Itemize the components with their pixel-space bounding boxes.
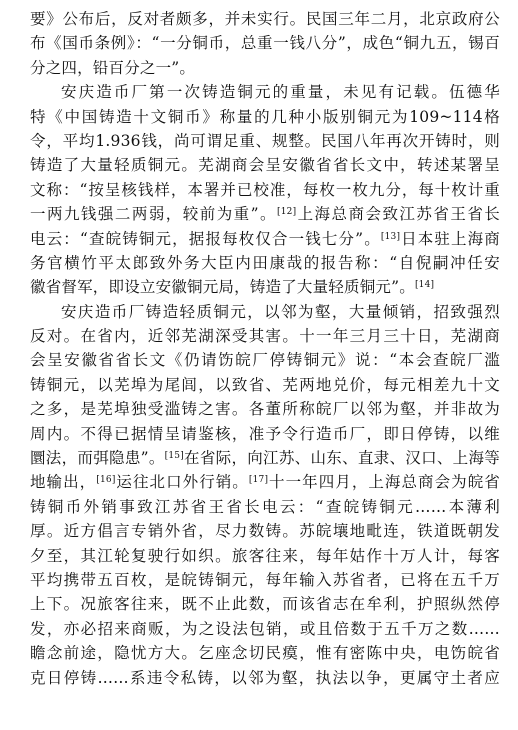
- text-line-9-content: 一两九钱强二两弱，较前为重”。[12]上海总商会致江苏省王省长: [30, 205, 500, 224]
- footnote-marker: [14]: [414, 280, 435, 291]
- text-line-15: 会呈安徽省省长文《仍请饬皖厂停铸铜元》说：“本会查皖厂滥: [30, 351, 500, 370]
- text-line-13: 安庆造币厂铸造轻质铜元，以邻为壑，大量倾销，招致强烈: [61, 302, 500, 321]
- footnote-marker: [17]: [248, 475, 269, 486]
- text-line-5: 特《中国铸造十文铜币》称量的几种小版别铜元为109~114格: [30, 107, 500, 126]
- text-line-9: [30, 202, 500, 226]
- text-line-12: 徽省督军，即设立安徽铜元局，铸造了大量轻质铜元”。[14]: [30, 278, 435, 297]
- text-line-24: 平均携带五百枚，是皖铸铜元，每年输入苏省者，已将在五千万: [30, 570, 500, 589]
- footnote-marker: [16]: [96, 475, 116, 486]
- footnote-marker: [15]: [164, 451, 184, 462]
- text-line-14: 反对。在省内，近邻芜湖深受其害。十一年三月三十日，芜湖商: [30, 327, 500, 346]
- text-line-2: 布《国币条例》：“一分铜币，总重一钱八分”，成色“铜九五，锡百: [30, 34, 500, 53]
- text-line-7: 铸造了大量轻质铜元。芜湖商会呈安徽省省长文中，转述某署呈: [30, 156, 500, 175]
- text-line-10: 电云：“查皖铸铜元，据报每枚仅合一钱七分”。[13]日本驻上海商: [30, 229, 500, 248]
- text-line-25: 上下。况旅客往来，既不止此数，而该省志在牟利，护照纵然停: [30, 595, 500, 614]
- text-line-26: 发，亦必招来商贩，为之设法包销，或且倍数于五千万之数……: [30, 619, 500, 638]
- text-line-19: 圜法，而弭隐患”。[15]在省际，向江苏、山东、直隶、汉口、上海等: [30, 449, 500, 468]
- text-line-28: 克日停铸……系违令私铸，以邻为壑，执法以争，更属守土者应: [30, 668, 500, 687]
- text-line-1: 要》公布后，反对者颇多，并未实行。民国三年二月，北京政府公: [30, 10, 500, 28]
- text-line-3: 分之四，铅百分之一”。: [30, 58, 196, 77]
- text-line-17: 之多，是芜埠独受滥铸之害。各董所称皖厂以邻为壑，并非故为: [30, 400, 500, 419]
- text-line-6: 令，平均1.936钱，尚可谓足重、规整。民国八年再次开铸时，则: [30, 131, 500, 150]
- footnote-marker: [13]: [380, 231, 401, 242]
- text-line-18: 周内。不得已据情呈请鉴核，准予令行造币厂，即日停铸，以维: [30, 424, 500, 443]
- text-line-4: 安庆造币厂第一次铸造铜元的重量，未见有记载。伍德华: [61, 83, 500, 102]
- text-line-21: 铸铜币外销事致江苏省王省长电云：“查皖铸铜元……本薄利: [30, 497, 500, 516]
- text-line-22: 厚。近方倡言专销外省，尽力数铸。苏皖壤地毗连，铁道既朝发: [30, 522, 500, 541]
- text-line-16: 铸铜元，以芜埠为尾闾，以致省、芜两地兑价，每元相差九十文: [30, 375, 500, 394]
- text-line-11: 务官横竹平太郎致外务大臣内田康哉的报告称：“自倪嗣冲任安: [30, 253, 500, 272]
- document-page: [30, 7, 500, 690]
- text-line-20: 地输出，[16]运往北口外行销。[17]十一年四月，上海总商会为皖省: [30, 473, 500, 492]
- text-line-8: 文称：“按呈核钱样，本署并已校准，每枚一枚九分，每十枚计重: [30, 180, 500, 199]
- text-line-27: 瞻念前途，隐忧方大。乞座念切民瘼，惟有密陈中央，电饬皖省: [30, 644, 500, 663]
- footnote-marker: [12]: [277, 207, 297, 218]
- text-line-23: 夕至，其江轮复驶行如织。旅客往来，每年姑作十万人计，每客: [30, 546, 500, 565]
